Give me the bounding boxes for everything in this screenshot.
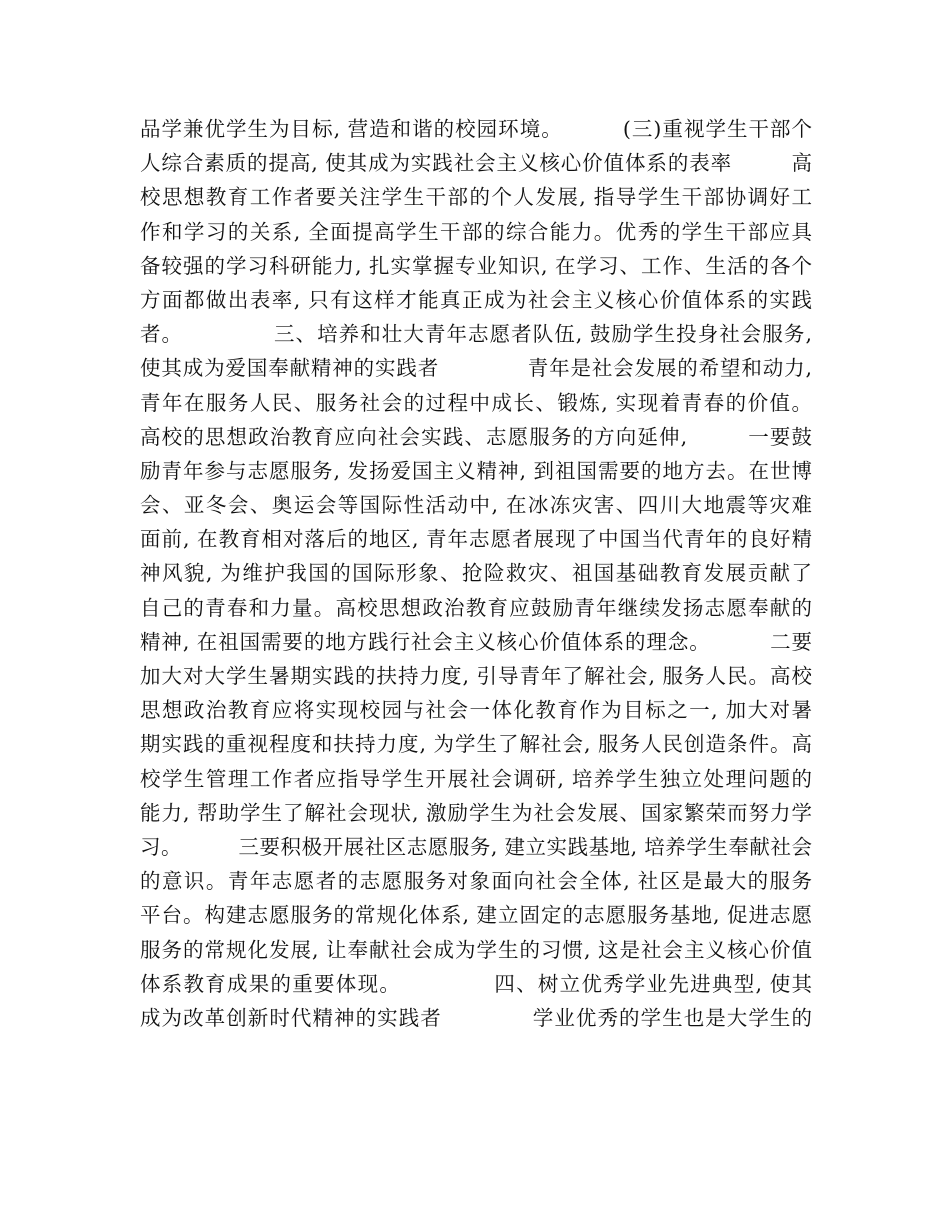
text-line: 加大对大学生暑期实践的扶持力度, 引导青年了解社会, 服务人民。高校 [140, 664, 812, 688]
body-text [140, 112, 812, 1035]
text-line: 人综合素质的提高, 使其成为实践社会主义核心价值体系的表率 高 [140, 151, 812, 176]
text-line: 神风貌, 为维护我国的国际形象、抢险救灾、祖国基础教育发展贡献了 [140, 561, 812, 586]
text-line: 会、亚冬会、奥运会等国际性活动中, 在冰冻灾害、四川大地震等灾难 [140, 493, 812, 518]
text-line: 青年在服务人民、服务社会的过程中成长、锻炼, 实现着青春的价值。 [140, 390, 812, 415]
text-line: 面前, 在教育相对落后的地区, 青年志愿者展现了中国当代青年的良好精 [140, 527, 812, 552]
text-line: 服务的常规化发展, 让奉献社会成为学生的习惯, 这是社会主义核心价值 [140, 937, 812, 962]
text-line: 品学兼优学生为目标, 营造和谐的校园环境。 (三)重视学生干部个 [140, 117, 812, 141]
text-line: 校学生管理工作者应指导学生开展社会调研, 培养学生独立处理问题的 [140, 766, 812, 791]
text-line: 精神, 在祖国需要的地方践行社会主义核心价值体系的理念。 二要 [140, 629, 812, 654]
text-line: 平台。构建志愿服务的常规化体系, 建立固定的志愿服务基地, 促进志愿 [140, 903, 812, 928]
text-line: 能力, 帮助学生了解社会现状, 激励学生为社会发展、国家繁荣而努力学 [140, 800, 812, 825]
text-line: 习。 三要积极开展社区志愿服务, 建立实践基地, 培养学生奉献社会 [140, 834, 812, 859]
text-line: 者。 三、培养和壮大青年志愿者队伍, 鼓励学生投身社会服务, [140, 322, 812, 347]
text-line: 方面都做出表率, 只有这样才能真正成为社会主义核心价值体系的实践 [140, 287, 812, 312]
text-line: 期实践的重视程度和扶持力度, 为学生了解社会, 服务人民创造条件。高 [140, 732, 812, 757]
text-line: 自己的青春和力量。高校思想政治教育应鼓励青年继续发扬志愿奉献的 [140, 595, 812, 620]
text-line: 励青年参与志愿服务, 发扬爱国主义精神, 到祖国需要的地方去。在世博 [140, 458, 812, 483]
text-line: 高校的思想政治教育应向社会实践、志愿服务的方向延伸, 一要鼓 [140, 424, 812, 449]
text-line: 体系教育成果的重要体现。 四、树立优秀学业先进典型, 使其 [140, 971, 812, 996]
text-line: 使其成为爱国奉献精神的实践者 青年是社会发展的希望和动力, [140, 356, 812, 381]
text-line: 成为改革创新时代精神的实践者 学业优秀的学生也是大学生的 [140, 1005, 812, 1030]
text-line: 备较强的学习科研能力, 扎实掌握专业知识, 在学习、工作、生活的各个 [140, 253, 812, 278]
text-line: 思想政治教育应将实现校园与社会一体化教育作为目标之一, 加大对暑 [140, 698, 812, 723]
text-line: 的意识。青年志愿者的志愿服务对象面向社会全体, 社区是最大的服务 [140, 869, 812, 894]
text-line: 校思想教育工作者要关注学生干部的个人发展, 指导学生干部协调好工 [140, 185, 812, 210]
text-line: 作和学习的关系, 全面提高学生干部的综合能力。优秀的学生干部应具 [140, 219, 812, 244]
